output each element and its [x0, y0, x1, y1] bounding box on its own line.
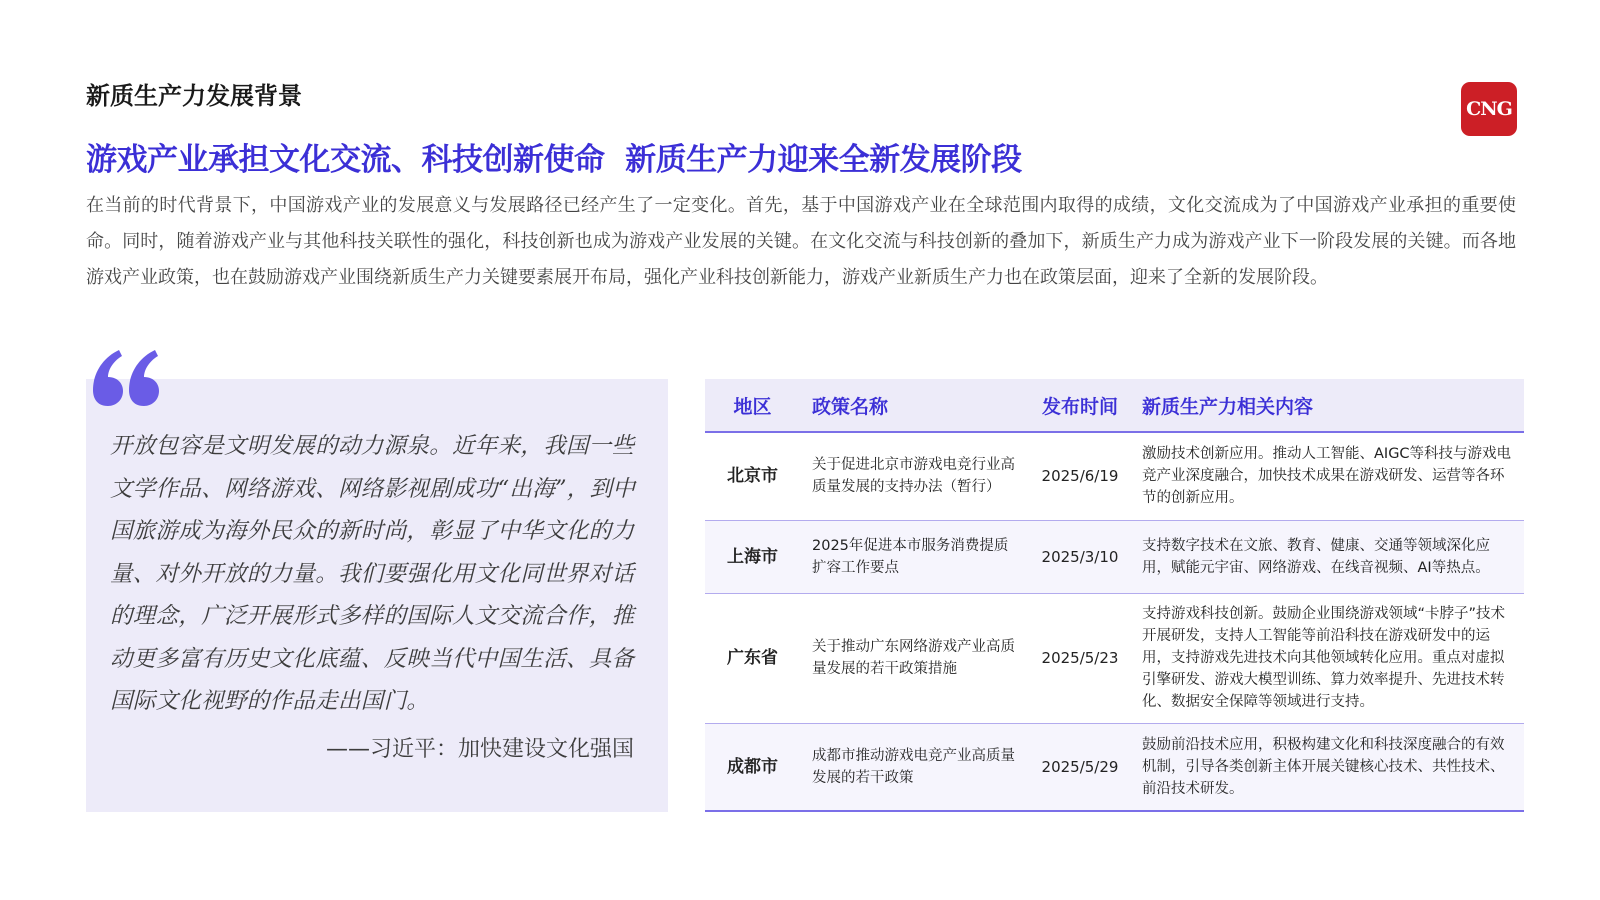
table-row	[705, 593, 1524, 723]
header-content: 新质生产力相关内容	[1130, 379, 1524, 432]
section-title: 新质生产力发展背景	[86, 82, 302, 110]
table-row	[705, 432, 1524, 520]
policy-cell: 2025年促进本市服务消费提质扩容工作要点	[800, 520, 1030, 593]
policy-cell: 关于促进北京市游戏电竞行业高质量发展的支持办法（暂行）	[800, 432, 1030, 520]
intro-paragraph: 在当前的时代背景下，中国游戏产业的发展意义与发展路径已经产生了一定变化。首先，基于中国游戏产业在全球范围内取得的成绩，文化交流成为了中国游戏产业承担的重要使命。同时，随着游戏产业与其他科技关联性的强化，科技创新也成为游戏产业发展的关键。在文化交流与科技创新的叠加下，新质生产力成为游戏产业下一阶段发展的关键。而各地游戏产业政策，也在鼓励游戏产业围绕新质生产力关键要素展开布局，强化产业科技创新能力，游戏产业新质生产力也在政策层面，迎来了全新的发展阶段。	[86, 195, 1516, 288]
date-cell: 2025/3/10	[1030, 520, 1130, 593]
cng-logo: CNG	[1461, 82, 1517, 136]
header-policy: 政策名称	[800, 379, 1030, 432]
content-cell: 支持游戏科技创新。鼓励企业围绕游戏领域“卡脖子”技术开展研发，支持人工智能等前沿科技在游戏研发中的运用，支持游戏先进技术向其他领域转化应用。重点对虚拟引擎研发、游戏大模型训练、算力效率提升、先进技术转化、数据安全保障等领域进行支持。	[1130, 593, 1524, 723]
table-header-row	[705, 379, 1524, 432]
date-cell: 2025/6/19	[1030, 432, 1130, 520]
content-cell: 激励技术创新应用。推动人工智能、AIGC等科技与游戏电竞产业深度融合，加快技术成果在游戏研发、运营等各环节的创新应用。	[1130, 432, 1524, 520]
headline: 游戏产业承担文化交流、科技创新使命 新质生产力迎来全新发展阶段	[86, 142, 1022, 178]
date-cell: 2025/5/29	[1030, 723, 1130, 811]
quote-source: ——习近平：加快建设文化强国	[325, 737, 634, 762]
quote-text: 开放包容是文明发展的动力源泉。近年来，我国一些文学作品、网络游戏、网络影视剧成功“出海”，到中国旅游成为海外民众的新时尚，彰显了中华文化的力量、对外开放的力量。我们要强化用文化同世界对话的理念，广泛开展形式多样的国际人文交流合作，推动更多富有历史文化底蕴、反映当代中国生活、具备国际文化视野的作品走出国门。	[110, 433, 636, 714]
policy-cell: 关于推动广东网络游戏产业高质量发展的若干政策措施	[800, 593, 1030, 723]
table-row	[705, 520, 1524, 593]
table-row	[705, 723, 1524, 811]
region-cell: 上海市	[705, 520, 800, 593]
header-region: 地区	[705, 379, 800, 432]
region-cell: 成都市	[705, 723, 800, 811]
region-cell: 北京市	[705, 432, 800, 520]
content-cell: 支持数字技术在文旅、教育、健康、交通等领域深化应用，赋能元宇宙、网络游戏、在线音视频、AI等热点。	[1130, 520, 1524, 593]
date-cell: 2025/5/23	[1030, 593, 1130, 723]
region-cell: 广东省	[705, 593, 800, 723]
policy-cell: 成都市推动游戏电竞产业高质量发展的若干政策	[800, 723, 1030, 811]
quote-mark-icon	[93, 348, 159, 408]
header-date: 发布时间	[1030, 379, 1130, 432]
content-cell: 鼓励前沿技术应用，积极构建文化和科技深度融合的有效机制，引导各类创新主体开展关键核心技术、共性技术、前沿技术研发。	[1130, 723, 1524, 811]
policy-table	[705, 379, 1524, 812]
